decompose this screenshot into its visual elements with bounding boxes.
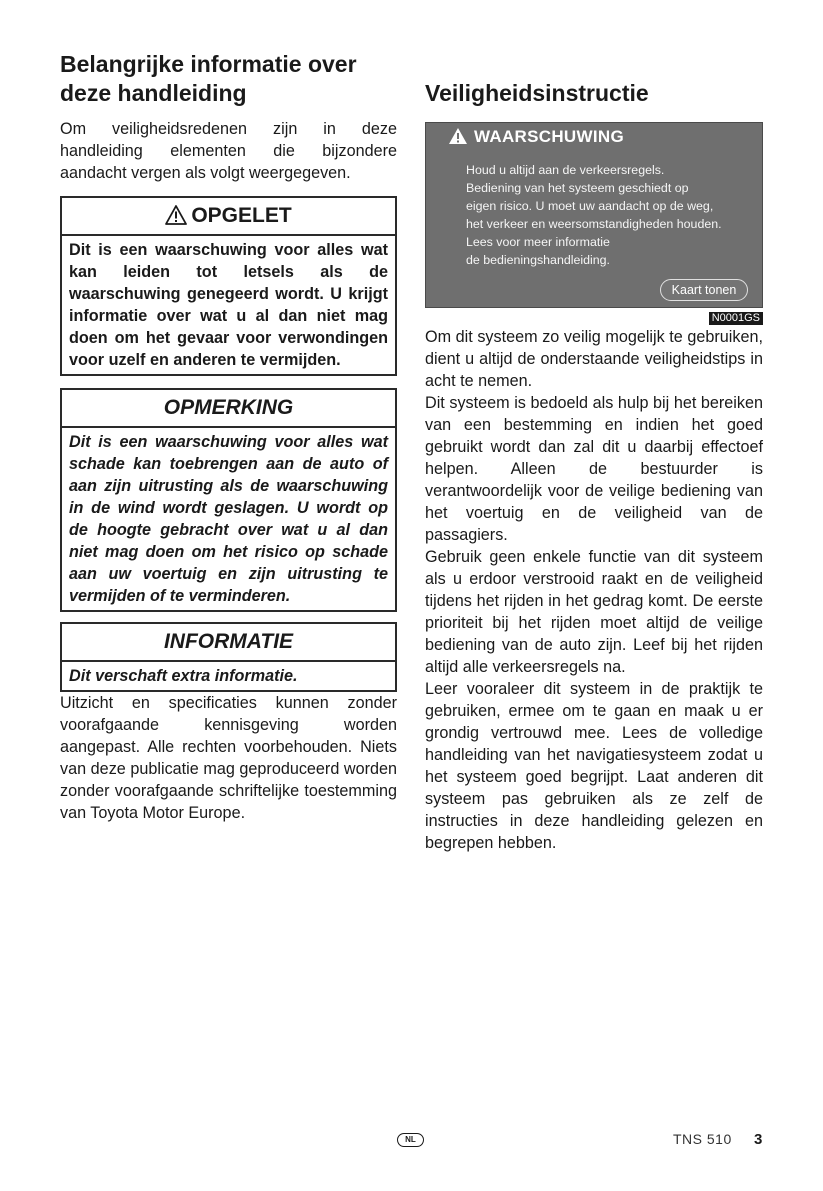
- screen-line: Lees voor meer informatie: [466, 235, 610, 249]
- safety-paragraph: Om dit systeem zo veilig mogelijk te gebruiken, dient u altijd de onderstaande veiligheidstips in acht te nemen.: [425, 328, 763, 390]
- screen-title-text: WAARSCHUWING: [474, 127, 624, 146]
- screen-warning-icon: [448, 127, 468, 145]
- notice-title: OPMERKING: [62, 390, 395, 428]
- caution-header: [62, 198, 395, 236]
- copyright-paragraph: Uitzicht en specificaties kunnen zonder voorafgaande kennisgeving worden aangepast. Alle rechten voorbehouden. Niets van deze publicatie mag geproduceerd worden zonder voorafgaande schriftelijke toestemming van Toyota Motor Europe.: [60, 694, 397, 822]
- screen-title: [448, 127, 624, 147]
- screen-line: het verkeer en weersomstandigheden houden.: [466, 217, 722, 231]
- screen-line: Houd u altijd aan de verkeersregels.: [466, 163, 665, 177]
- safety-paragraph: Gebruik geen enkele functie van dit systeem als u erdoor verstrooid raakt en de veiligheid tijdens het rijden in het gedrag komt. De eerste prioriteit bij het rijden moet altijd de veilige bediening van de auto zijn. Leef bij het rijden altijd alle verkeersregels na.: [425, 548, 763, 676]
- section-heading-handleiding: [60, 50, 397, 108]
- caution-text: Dit is een waarschuwing voor alles wat kan leiden tot letsels als de waarschuwing genegeerd wordt. U krijgt informatie over wat u al dan niet mag doen om het gevaar voor verwondingen voor uzelf en anderen te vermijden.: [69, 241, 388, 369]
- heading-line-2: deze handleiding: [60, 80, 247, 106]
- screen-line: Bediening van het systeem geschiedt op: [466, 181, 689, 195]
- caution-title: OPGELET: [191, 204, 292, 227]
- screen-code: N0001GS: [709, 312, 763, 325]
- right-column: [425, 50, 763, 854]
- language-badge: NL: [397, 1133, 424, 1147]
- safety-paragraph: Leer vooraleer dit systeem in de praktijk te gebruiken, ermee om te gaan en maak u er grondig vertrouwd mee. Lees de volledige handleiding van het navigatiesysteem zodat u het systeem goed begrijpt. Laat anderen dit systeem pas gebruiken als ze zelf de instructies in deze handleiding gelezen en begrepen hebben.: [425, 680, 763, 852]
- section-heading-veiligheid: Veiligheidsinstructie: [425, 80, 649, 106]
- warning-triangle-icon: [165, 201, 187, 237]
- show-map-button[interactable]: Kaart tonen: [660, 279, 748, 301]
- caution-box: [60, 196, 397, 376]
- intro-paragraph: Om veiligheidsredenen zijn in deze handleiding elementen die bijzondere aandacht vergen als volgt weergegeven.: [60, 120, 397, 182]
- heading-line-1: Belangrijke informatie over: [60, 51, 357, 77]
- screen-code-label: [425, 308, 763, 326]
- safety-paragraph: Dit systeem is bedoeld als hulp bij het bereiken van een bestemming en indien het goed gebruikt wordt dan zal dit u daarbij effectoef helpen. Alleen de bestuurder is verantwoordelijk voor de veilige bediening van het voertuig en de veiligheid van de passagiers.: [425, 394, 763, 544]
- model-name: TNS 510: [673, 1131, 732, 1147]
- warning-screen: [425, 122, 763, 308]
- notice-text: Dit is een waarschuwing voor alles wat schade kan toebrengen aan de auto of aan zijn uitrusting als de waarschuwing in de wind wordt geslagen. U wordt op de hoogte gebracht over wat u al dan niet mag doen om het risico op schade aan uw voertuig en zijn uitrusting te vermijden of te verminderen.: [69, 433, 388, 605]
- page-number: 3: [754, 1131, 763, 1148]
- notice-box: [60, 388, 397, 612]
- info-text: Dit verschaft extra informatie.: [69, 667, 298, 685]
- page-footer: [0, 1131, 823, 1151]
- left-column: [60, 50, 397, 824]
- screen-line: eigen risico. U moet uw aandacht op de weg,: [466, 199, 714, 213]
- screen-line: de bedieningshandleiding.: [466, 253, 610, 267]
- info-title: INFORMATIE: [62, 624, 395, 662]
- info-box: [60, 622, 397, 692]
